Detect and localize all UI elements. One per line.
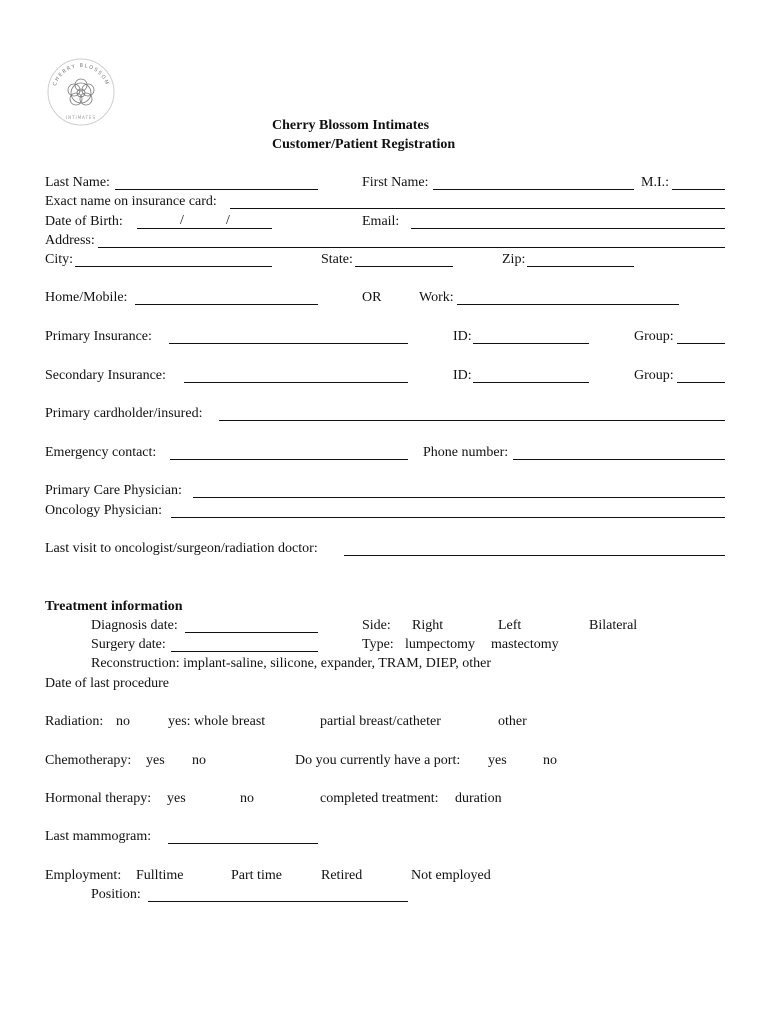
radiation-other-option[interactable]: other bbox=[498, 714, 527, 729]
hormonal-label: Hormonal therapy: bbox=[45, 791, 152, 806]
side-left-option[interactable]: Left bbox=[498, 618, 522, 633]
address-label: Address: bbox=[45, 233, 95, 248]
radiation-partial-breast-option[interactable]: partial breast/catheter bbox=[320, 714, 441, 729]
dob-label: Date of Birth: bbox=[45, 214, 123, 229]
email-field[interactable] bbox=[411, 228, 725, 229]
dob-field[interactable] bbox=[137, 228, 272, 229]
work-label: Work: bbox=[419, 290, 454, 305]
last-mammogram-field[interactable] bbox=[168, 843, 318, 844]
hormonal-yes-option[interactable]: yes bbox=[167, 791, 186, 806]
phone-number-label: Phone number: bbox=[423, 445, 509, 460]
primary-group-label: Group: bbox=[634, 329, 674, 344]
side-right-option[interactable]: Right bbox=[412, 618, 444, 633]
port-yes-option[interactable]: yes bbox=[488, 753, 507, 768]
secondary-id-label: ID: bbox=[453, 368, 472, 383]
primary-insurance-label: Primary Insurance: bbox=[45, 329, 152, 344]
form-title: Cherry Blossom Intimates bbox=[272, 118, 430, 133]
position-field[interactable] bbox=[148, 901, 408, 902]
surgery-date-field[interactable] bbox=[171, 651, 318, 652]
secondary-insurance-field[interactable] bbox=[184, 382, 408, 383]
type-lumpectomy-option[interactable]: lumpectomy bbox=[405, 637, 475, 652]
state-field[interactable] bbox=[355, 266, 453, 267]
employment-parttime-option[interactable]: Part time bbox=[231, 868, 282, 883]
diagnosis-date-field[interactable] bbox=[185, 632, 318, 633]
pcp-label: Primary Care Physician: bbox=[45, 483, 182, 498]
secondary-group-label: Group: bbox=[634, 368, 674, 383]
chemo-label: Chemotherapy: bbox=[45, 753, 132, 768]
chemo-no-option[interactable]: no bbox=[192, 753, 206, 768]
city-field[interactable] bbox=[75, 266, 272, 267]
phone-number-field[interactable] bbox=[513, 459, 725, 460]
mi-field[interactable] bbox=[672, 189, 725, 190]
radiation-whole-breast-option[interactable]: yes: whole breast bbox=[168, 714, 266, 729]
primary-id-label: ID: bbox=[453, 329, 472, 344]
side-label: Side: bbox=[362, 618, 391, 633]
type-label: Type: bbox=[362, 637, 394, 652]
port-no-option[interactable]: no bbox=[543, 753, 557, 768]
radiation-label: Radiation: bbox=[45, 714, 104, 729]
work-field[interactable] bbox=[457, 304, 679, 305]
emergency-contact-field[interactable] bbox=[170, 459, 408, 460]
last-visit-label: Last visit to oncologist/surgeon/radiation doctor: bbox=[45, 541, 318, 556]
employment-label: Employment: bbox=[45, 868, 122, 883]
completed-treatment-label: completed treatment: bbox=[320, 791, 439, 806]
primary-cardholder-field[interactable] bbox=[219, 420, 725, 421]
radiation-no-option[interactable]: no bbox=[116, 714, 130, 729]
oncology-field[interactable] bbox=[171, 517, 725, 518]
position-label: Position: bbox=[91, 887, 141, 902]
state-label: State: bbox=[321, 252, 353, 267]
diagnosis-date-label: Diagnosis date: bbox=[91, 618, 178, 633]
surgery-date-label: Surgery date: bbox=[91, 637, 166, 652]
pcp-field[interactable] bbox=[193, 497, 725, 498]
dob-separator: / bbox=[226, 213, 230, 228]
port-question: Do you currently have a port: bbox=[295, 753, 461, 768]
logo-bottom-text: INTIMATES bbox=[65, 115, 97, 120]
mi-label: M.I.: bbox=[641, 175, 669, 190]
oncology-label: Oncology Physician: bbox=[45, 503, 163, 518]
treatment-heading: Treatment information bbox=[45, 599, 183, 614]
zip-label: Zip: bbox=[502, 252, 526, 267]
home-mobile-field[interactable] bbox=[135, 304, 318, 305]
exact-name-field[interactable] bbox=[230, 208, 725, 209]
employment-not-employed-option[interactable]: Not employed bbox=[411, 868, 491, 883]
last-mammogram-label: Last mammogram: bbox=[45, 829, 152, 844]
side-bilateral-option[interactable]: Bilateral bbox=[589, 618, 638, 633]
secondary-insurance-label: Secondary Insurance: bbox=[45, 368, 166, 383]
first-name-field[interactable] bbox=[433, 189, 634, 190]
form-subtitle: Customer/Patient Registration bbox=[272, 137, 456, 152]
home-mobile-label: Home/Mobile: bbox=[45, 290, 128, 305]
logo-arc-text: CHERRY BLOSSOM bbox=[52, 62, 110, 87]
last-visit-field[interactable] bbox=[344, 555, 725, 556]
reconstruction-text: Reconstruction: implant-saline, silicone, expander, TRAM, DIEP, other bbox=[91, 656, 492, 671]
primary-group-field[interactable] bbox=[677, 343, 725, 344]
address-field[interactable] bbox=[98, 247, 725, 248]
type-mastectomy-option[interactable]: mastectomy bbox=[491, 637, 559, 652]
exact-name-label: Exact name on insurance card: bbox=[45, 194, 217, 209]
duration-label: duration bbox=[455, 791, 502, 806]
hormonal-no-option[interactable]: no bbox=[240, 791, 254, 806]
city-label: City: bbox=[45, 252, 74, 267]
email-label: Email: bbox=[362, 214, 400, 229]
primary-insurance-field[interactable] bbox=[169, 343, 408, 344]
emergency-contact-label: Emergency contact: bbox=[45, 445, 157, 460]
or-text: OR bbox=[362, 290, 382, 305]
primary-id-field[interactable] bbox=[473, 343, 589, 344]
secondary-id-field[interactable] bbox=[473, 382, 589, 383]
last-name-label: Last Name: bbox=[45, 175, 110, 190]
employment-retired-option[interactable]: Retired bbox=[321, 868, 363, 883]
cherry-blossom-logo-icon bbox=[46, 57, 116, 127]
employment-fulltime-option[interactable]: Fulltime bbox=[136, 868, 184, 883]
last-name-field[interactable] bbox=[115, 189, 318, 190]
zip-field[interactable] bbox=[527, 266, 634, 267]
chemo-yes-option[interactable]: yes bbox=[146, 753, 165, 768]
secondary-group-field[interactable] bbox=[677, 382, 725, 383]
dob-separator: / bbox=[180, 213, 184, 228]
primary-cardholder-label: Primary cardholder/insured: bbox=[45, 406, 203, 421]
date-last-procedure-label: Date of last procedure bbox=[45, 676, 169, 691]
first-name-label: First Name: bbox=[362, 175, 429, 190]
